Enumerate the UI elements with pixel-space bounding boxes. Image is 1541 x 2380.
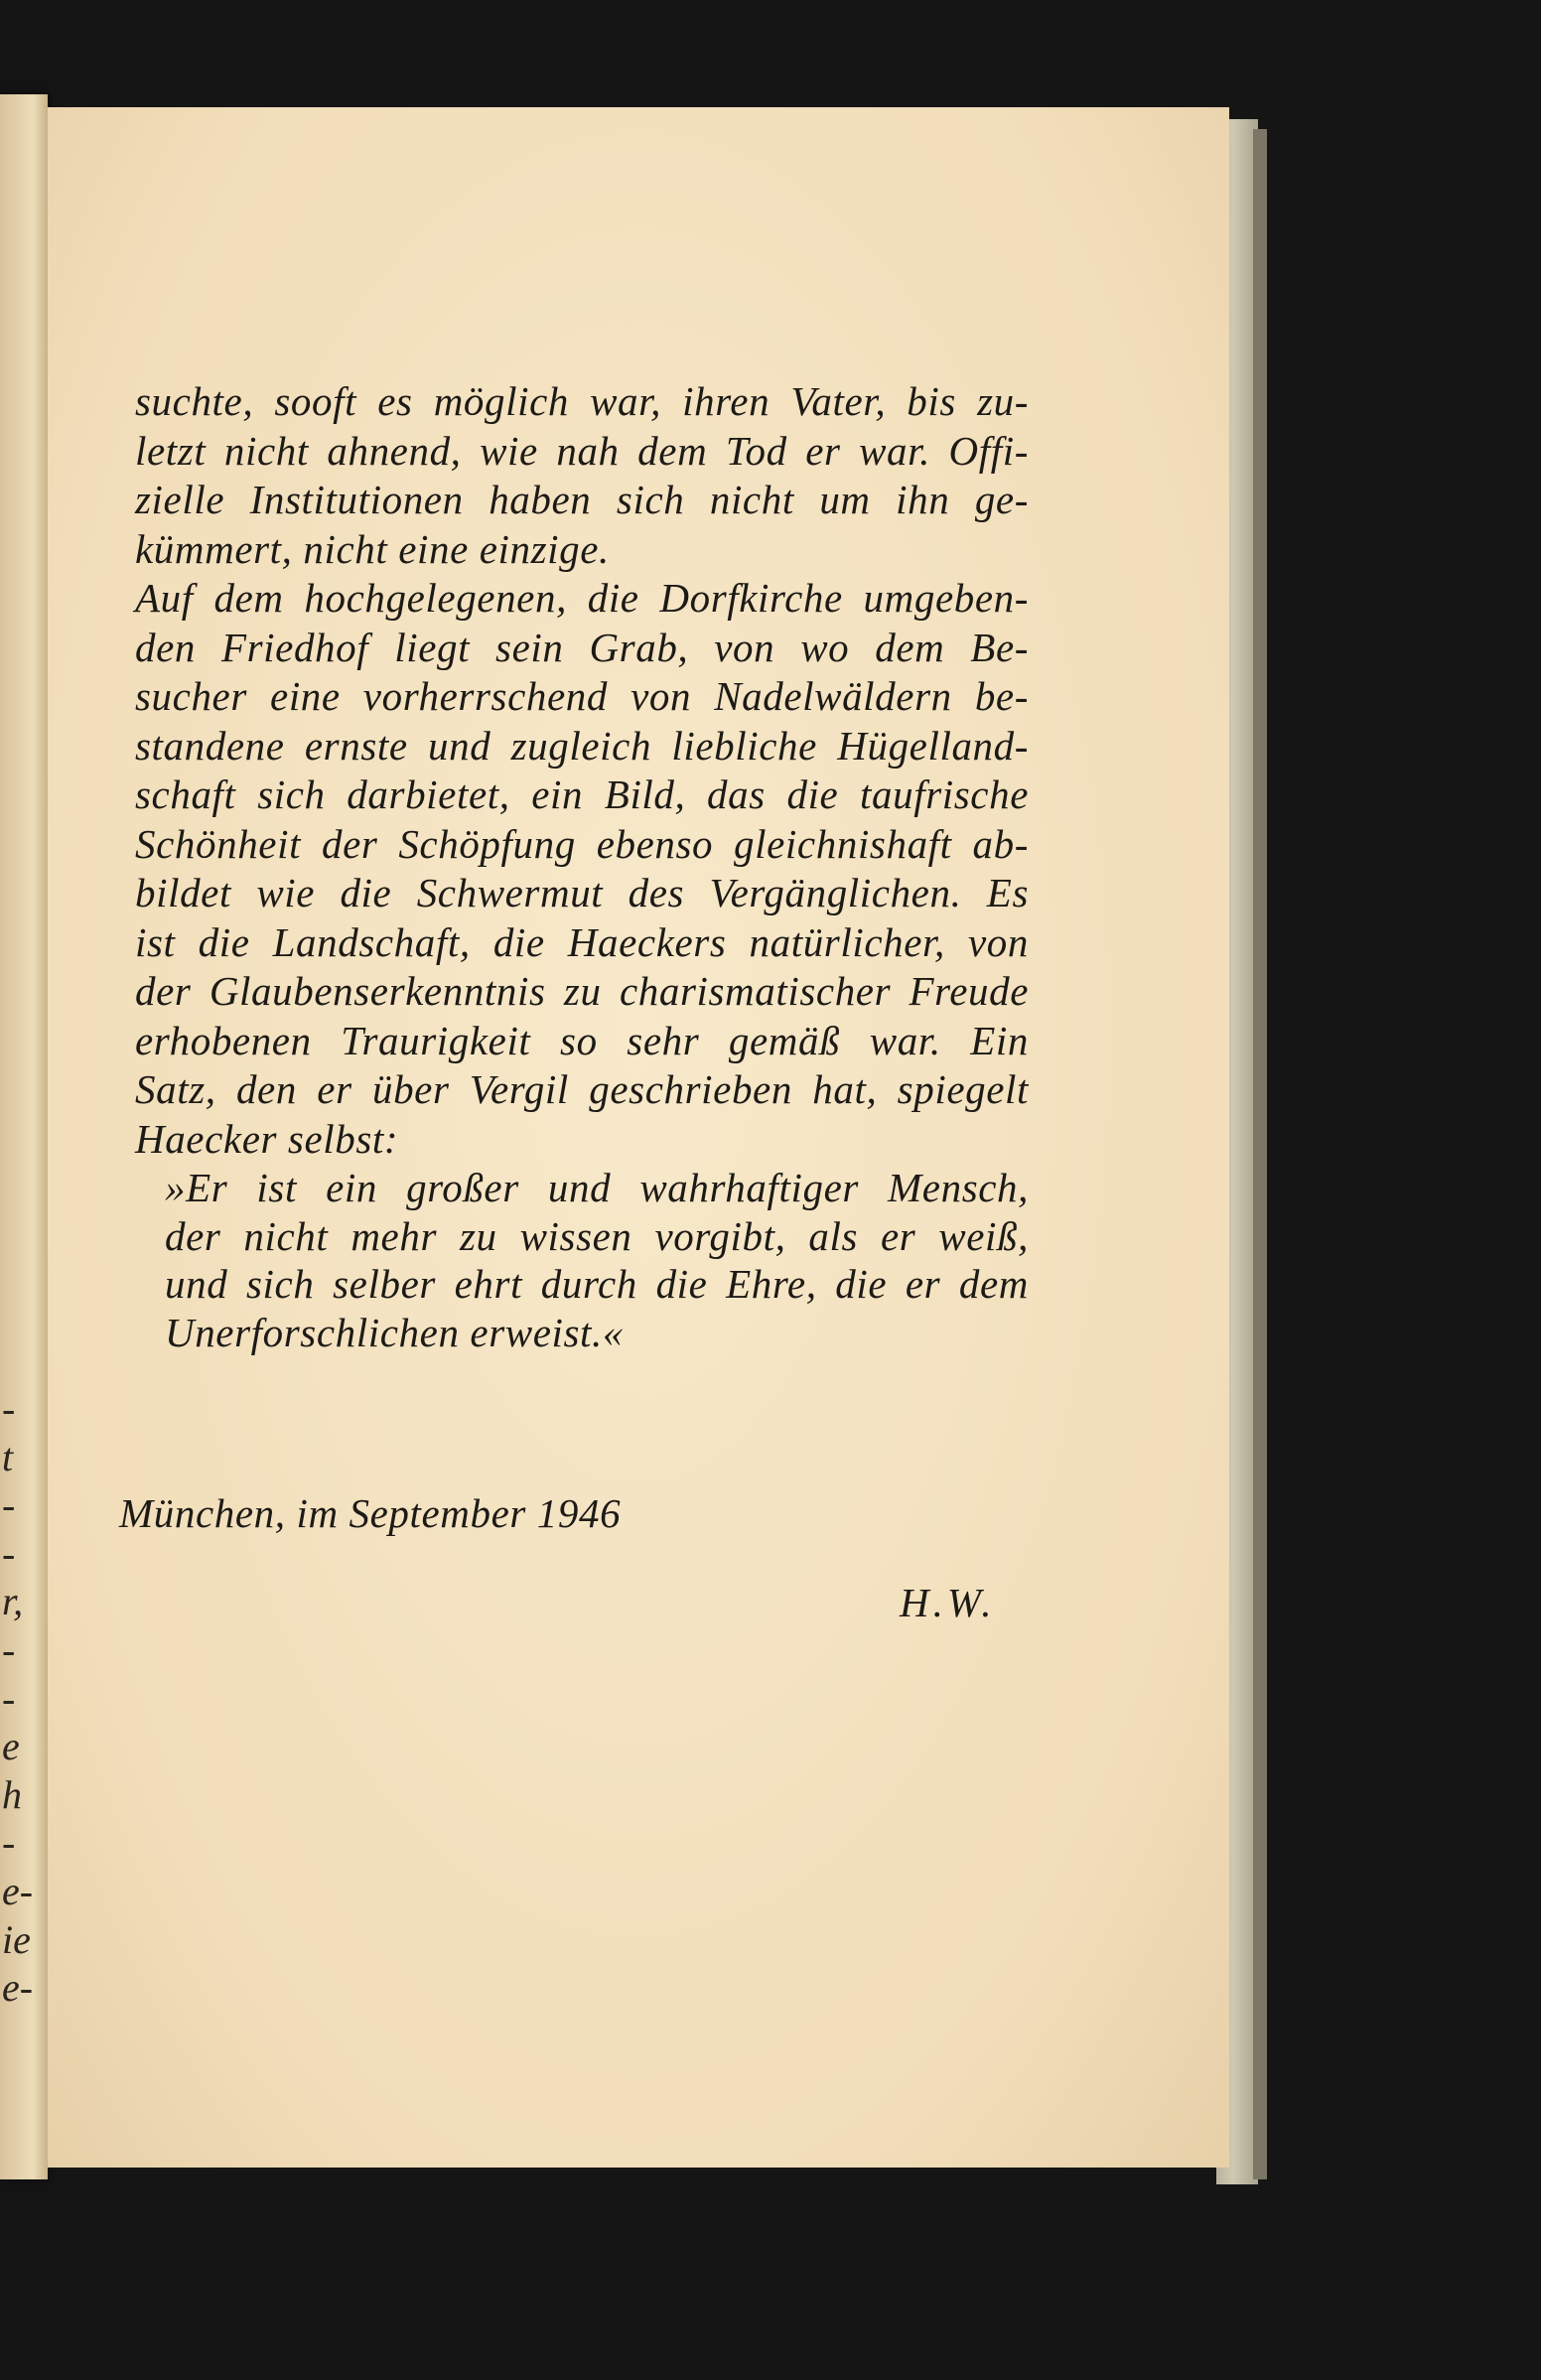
body-text (135, 377, 1029, 1356)
text-line: standene ernste und zugleich liebliche Hügelland- (135, 722, 1029, 769)
fragment: - (2, 1820, 16, 1866)
text-line: zielle Institutionen haben sich nicht um ihn ge- (135, 477, 1029, 522)
text-line: den Friedhof liegt sein Grab, von wo dem Be- (135, 624, 1029, 670)
text-line: ist die Landschaft, die Haeckers natürlicher, von (135, 918, 1029, 965)
fragment: e- (2, 1868, 34, 1913)
book-page (48, 107, 1229, 2168)
fragment: - (2, 1482, 16, 1528)
fragment: - (2, 1530, 16, 1576)
facing-page-edge (0, 94, 48, 2179)
fragment: ie (2, 1916, 31, 1962)
text-line: Schönheit der Schöpfung ebenso gleichnishaft ab- (135, 820, 1029, 867)
block-quote (165, 1164, 1029, 1356)
text-line: erhobenen Traurigkeit so sehr gemäß war. Ein (135, 1017, 1029, 1063)
fragment: t (2, 1434, 14, 1479)
fragment: e- (2, 1965, 34, 2011)
text-line: suchte, sooft es möglich war, ihren Vater, bis zu- (135, 378, 1029, 424)
quote-line: »Er ist ein großer und wahrhaftiger Mensch, (165, 1165, 1029, 1210)
author-initials: H.W. (900, 1580, 996, 1625)
quote-line: Unerforschlichen erweist.« (165, 1309, 624, 1355)
fragment: - (2, 1386, 16, 1431)
fragment: r, (2, 1579, 24, 1624)
text-line: schaft sich darbietet, ein Bild, das die taufrische (135, 771, 1029, 817)
book-cover-edge (1253, 129, 1267, 2179)
text-line: kümmert, nicht eine einzige. (135, 525, 610, 572)
fragment: - (2, 1626, 16, 1672)
fragment: - (2, 1675, 16, 1721)
text-line: sucher eine vorherrschend von Nadelwäldern be- (135, 673, 1029, 719)
text-line: Haecker selbst: (135, 1115, 399, 1162)
text-line: Satz, den er über Vergil geschrieben hat, spiegelt (135, 1066, 1029, 1112)
quote-line: der nicht mehr zu wissen vorgibt, als er weiß, (165, 1212, 1029, 1259)
dateline: München, im September 1946 (119, 1490, 622, 1536)
text-line: bildet wie die Schwermut des Vergänglichen. Es (135, 870, 1029, 915)
text-line: der Glaubenserkenntnis zu charismatischer Freude (135, 968, 1029, 1014)
quote-line: und sich selber ehrt durch die Ehre, die er dem (165, 1261, 1029, 1307)
fragment: e (2, 1724, 20, 1769)
text-line: Auf dem hochgelegenen, die Dorfkirche umgeben- (135, 575, 1029, 621)
fragment: h (2, 1771, 22, 1817)
text-line: letzt nicht ahnend, wie nah dem Tod er war. Offi- (135, 427, 1029, 474)
facing-page-text-fragments (2, 1385, 42, 2013)
